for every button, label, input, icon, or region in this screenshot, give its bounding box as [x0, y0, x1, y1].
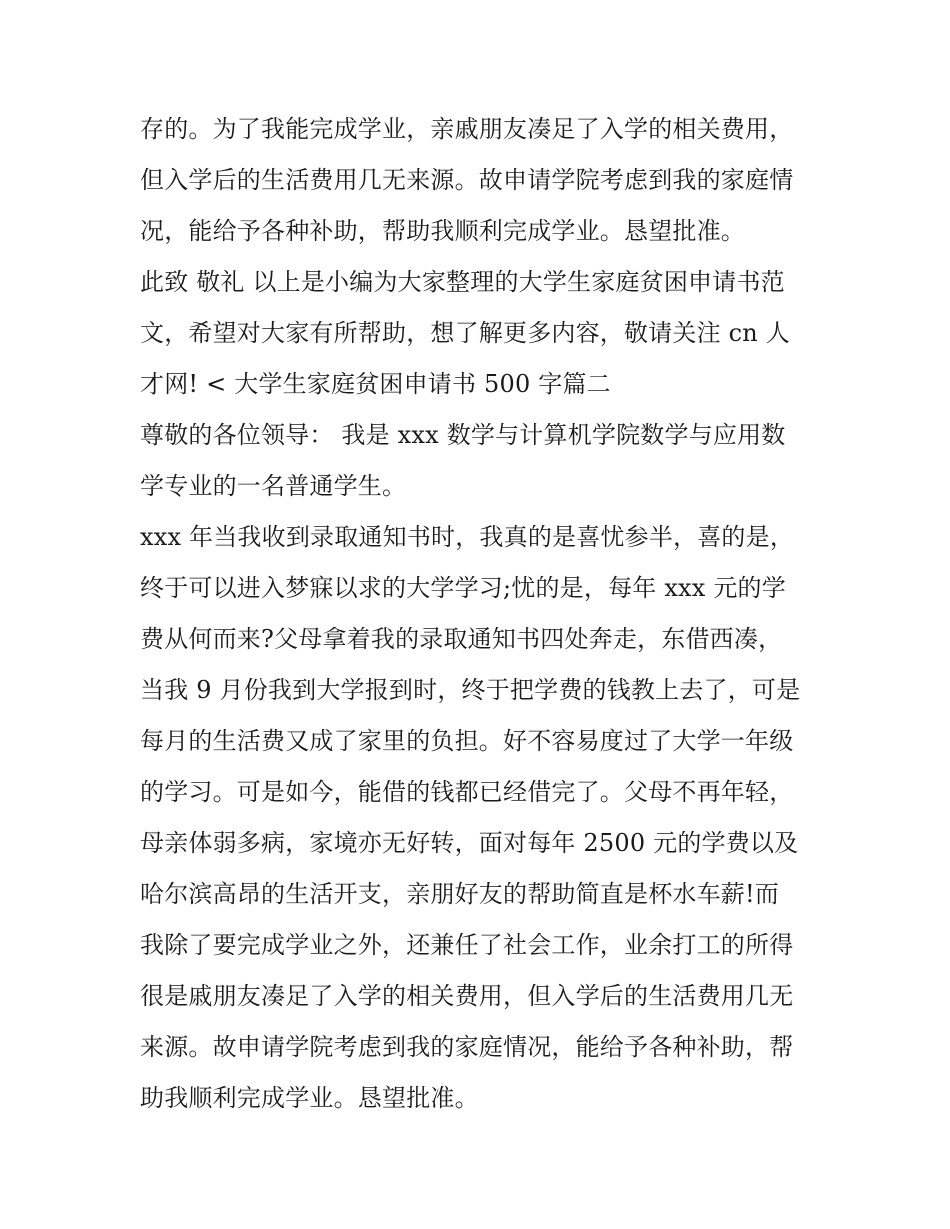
text-line: 当我 9 月份我到大学报到时，终于把学费的钱教上去了，可是: [140, 676, 801, 704]
text-line: 来源。故申请学院考虑到我的家庭情况，能给予各种补助，帮: [140, 1033, 794, 1061]
text-line: 况，能给予各种补助，帮助我顺利完成学业。恳望批准。: [140, 217, 745, 245]
text-line: xxx 年当我收到录取通知书时，我真的是喜忧参半，喜的是，: [140, 523, 795, 551]
document-body: [140, 104, 820, 1124]
text-line: 很是戚朋友凑足了入学的相关费用，但入学后的生活费用几无: [140, 982, 794, 1010]
text-line: 每月的生活费又成了家里的负担。好不容易度过了大学一年级: [140, 727, 794, 755]
text-line: 学专业的一名普通学生。: [140, 472, 407, 500]
text-line: 此致 敬礼 以上是小编为大家整理的大学生家庭贫困申请书范: [140, 268, 785, 296]
text-line: 哈尔滨高昂的生活开支，亲朋好友的帮助简直是杯水车薪!而: [140, 880, 780, 908]
text-line: 终于可以进入梦寐以求的大学学习;忧的是，每年 xxx 元的学: [140, 574, 786, 602]
text-line: 母亲体弱多病，家境亦无好转，面对每年 2500 元的学费以及: [140, 829, 799, 857]
text-line: 存的。为了我能完成学业，亲戚朋友凑足了入学的相关费用，: [140, 115, 794, 143]
text-line: 助我顺利完成学业。恳望批准。: [140, 1084, 479, 1112]
text-line: 我除了要完成学业之外，还兼任了社会工作，业余打工的所得: [140, 931, 794, 959]
text-line: 但入学后的生活费用几无来源。故申请学院考虑到我的家庭情: [140, 166, 794, 194]
text-line: 才网! < 大学生家庭贫困申请书 500 字篇二: [140, 370, 611, 398]
text-line: 费从何而来?父母拿着我的录取通知书四处奔走，东借西凑，: [140, 625, 783, 653]
text-line: 的学习。可是如今，能借的钱都已经借完了。父母不再年轻，: [140, 778, 794, 806]
text-line: 尊敬的各位领导： 我是 xxx 数学与计算机学院数学与应用数: [140, 421, 786, 449]
text-line: 文，希望对大家有所帮助，想了解更多内容，敬请关注 cn 人: [140, 319, 790, 347]
